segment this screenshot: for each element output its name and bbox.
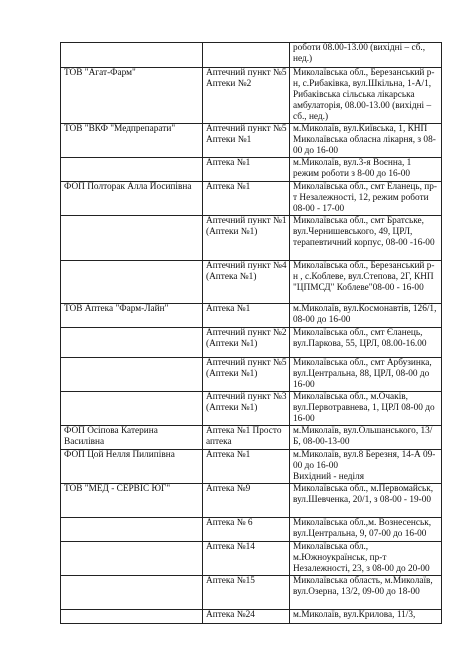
- address-cell: м.Миколаїв, вул.Крилова, 11/3,: [290, 610, 442, 624]
- pharmacy-cell: Аптечний пункт №5 Аптеки №1: [203, 124, 290, 158]
- pharmacy-table: [60, 42, 442, 624]
- owner-cell: [61, 216, 203, 261]
- table-row: [61, 216, 442, 261]
- table-row: [61, 426, 442, 450]
- pharmacy-cell: Аптека № 6: [203, 518, 290, 542]
- pharmacy-cell: Аптека №9: [203, 484, 290, 518]
- pharmacy-cell: Аптека №24: [203, 610, 290, 624]
- pharmacy-cell: Аптека №14: [203, 542, 290, 576]
- owner-cell: ТОВ "Агат-Фарм": [61, 68, 203, 124]
- pharmacy-cell: Аптечний пункт №3 (Аптеки №1): [203, 392, 290, 426]
- owner-cell: [61, 518, 203, 542]
- address-cell: Миколаївська обл., м.Первомайськ, вул.Шевченка, 20/1, з 08-00 - 19-00: [290, 484, 442, 518]
- table-row: [61, 358, 442, 392]
- table-row: [61, 304, 442, 328]
- pharmacy-cell: Аптека №1: [203, 158, 290, 182]
- address-cell: м.Миколаїв, вул.8 Березня, 14-А 09-00 до 16-00 Вихідний - неділя: [290, 450, 442, 484]
- table-row: [61, 43, 442, 68]
- pharmacy-cell: Аптека №15: [203, 576, 290, 610]
- owner-cell: ФОП Полторак Алла Йосипівна: [61, 182, 203, 216]
- owner-cell: [61, 358, 203, 392]
- address-cell: м.Миколаїв, вул.Ольшанського, 13/Б, 08-00-13-00: [290, 426, 442, 450]
- table-row: [61, 261, 442, 304]
- pharmacy-cell: Аптечний пункт №5 Аптеки №2: [203, 68, 290, 124]
- owner-cell: [61, 542, 203, 576]
- address-cell: Миколаївська обл.,м. Вознесенськ, вул.Центральна, 9, 07-00 до 16-00: [290, 518, 442, 542]
- address-cell: Миколаївська обл., Березанський р-н, с.Рибаківка, вул.Шкільна, 1-А/1, Рибаківська сільська лікарська амбулаторія, 08.00-13.00 (вихідні –сб., нед.): [290, 68, 442, 124]
- table-row: [61, 518, 442, 542]
- pharmacy-cell: Аптечний пункт №4 (Аптека №1): [203, 261, 290, 304]
- pharmacy-cell: Аптечний пункт №5 (Аптеки №1): [203, 358, 290, 392]
- owner-cell: [61, 576, 203, 610]
- table-row: [61, 182, 442, 216]
- address-cell: Миколаївська обл., смт Братське, вул.Чернишевського, 49, ЦРЛ, терапевтичний корпус, 08-00 -16-00: [290, 216, 442, 261]
- table-row: [61, 576, 442, 610]
- pharmacy-cell: Аптечний пункт №2 (Аптеки №1): [203, 328, 290, 358]
- owner-cell: ФОП Цой Нелля Пилипівна: [61, 450, 203, 484]
- owner-cell: [61, 392, 203, 426]
- address-cell: Миколаївська обл., м.Очаків, вул.Первотравнева, 1, ЦРЛ 08-00 до 16-00: [290, 392, 442, 426]
- owner-cell: [61, 158, 203, 182]
- address-cell: роботи 08.00-13.00 (вихідні – сб., нед.): [290, 43, 442, 68]
- address-cell: Миколаївська обл., смт Еланець, пр-т Незалежності, 12, режим роботи 08-00 - 17-00: [290, 182, 442, 216]
- pharmacy-cell: Аптечний пункт №1 (Аптеки №1): [203, 216, 290, 261]
- table-row: [61, 610, 442, 624]
- owner-cell: ТОВ Аптека "Фарм-Лайн": [61, 304, 203, 328]
- table-row: [61, 450, 442, 484]
- table-row: [61, 392, 442, 426]
- table-row: [61, 484, 442, 518]
- pharmacy-cell: Аптека №1: [203, 450, 290, 484]
- owner-cell: [61, 610, 203, 624]
- owner-cell: ФОП Осіпова Катерина Василівна: [61, 426, 203, 450]
- table-row: [61, 68, 442, 124]
- table-row: [61, 124, 442, 158]
- address-cell: м.Миколаїв, вул.3-я Воєнна, 1 режим роботи з 8-00 до 16-00: [290, 158, 442, 182]
- owner-cell: [61, 261, 203, 304]
- pharmacy-cell: [203, 43, 290, 68]
- pharmacy-cell: Аптека №1 Просто аптека: [203, 426, 290, 450]
- pharmacy-cell: Аптека №1: [203, 182, 290, 216]
- address-cell: Миколаївська область, м.Миколаїв, вул.Озерна, 13/2, 09-00 до 18-00: [290, 576, 442, 610]
- address-cell: м.Миколаїв, вул.Космонавтів, 126/1, 08-00 до 16-00: [290, 304, 442, 328]
- address-cell: Миколаївська обл., смт Єланець, вул.Паркова, 55, ЦРЛ, 08.00-16.00: [290, 328, 442, 358]
- owner-cell: [61, 43, 203, 68]
- address-cell: Миколаївська обл., Березанський р-н , с.Коблеве, вул.Степова, 2Г, КНП "ЦПМСД" Коблеве"08-00 - 16-00: [290, 261, 442, 304]
- table-row: [61, 158, 442, 182]
- table-row: [61, 542, 442, 576]
- owner-cell: ТОВ "МЕД - СЕРВІС ЮГ": [61, 484, 203, 518]
- address-cell: Миколаївська обл., м.Южноукраїнськ, пр-т Незалежності, 23, з 08-00 до 20-00: [290, 542, 442, 576]
- table-row: [61, 328, 442, 358]
- address-cell: м.Миколаїв, вул.Київська, 1, КНП Миколаївська обласна лікарня, з 08-00 до 16-00: [290, 124, 442, 158]
- owner-cell: [61, 328, 203, 358]
- owner-cell: ТОВ "ВКФ "Медпрепарати": [61, 124, 203, 158]
- address-cell: Миколаївська обл., смт Арбузинка, вул.Центральна, 88, ЦРЛ, 08-00 до 16-00: [290, 358, 442, 392]
- pharmacy-cell: Аптека №1: [203, 304, 290, 328]
